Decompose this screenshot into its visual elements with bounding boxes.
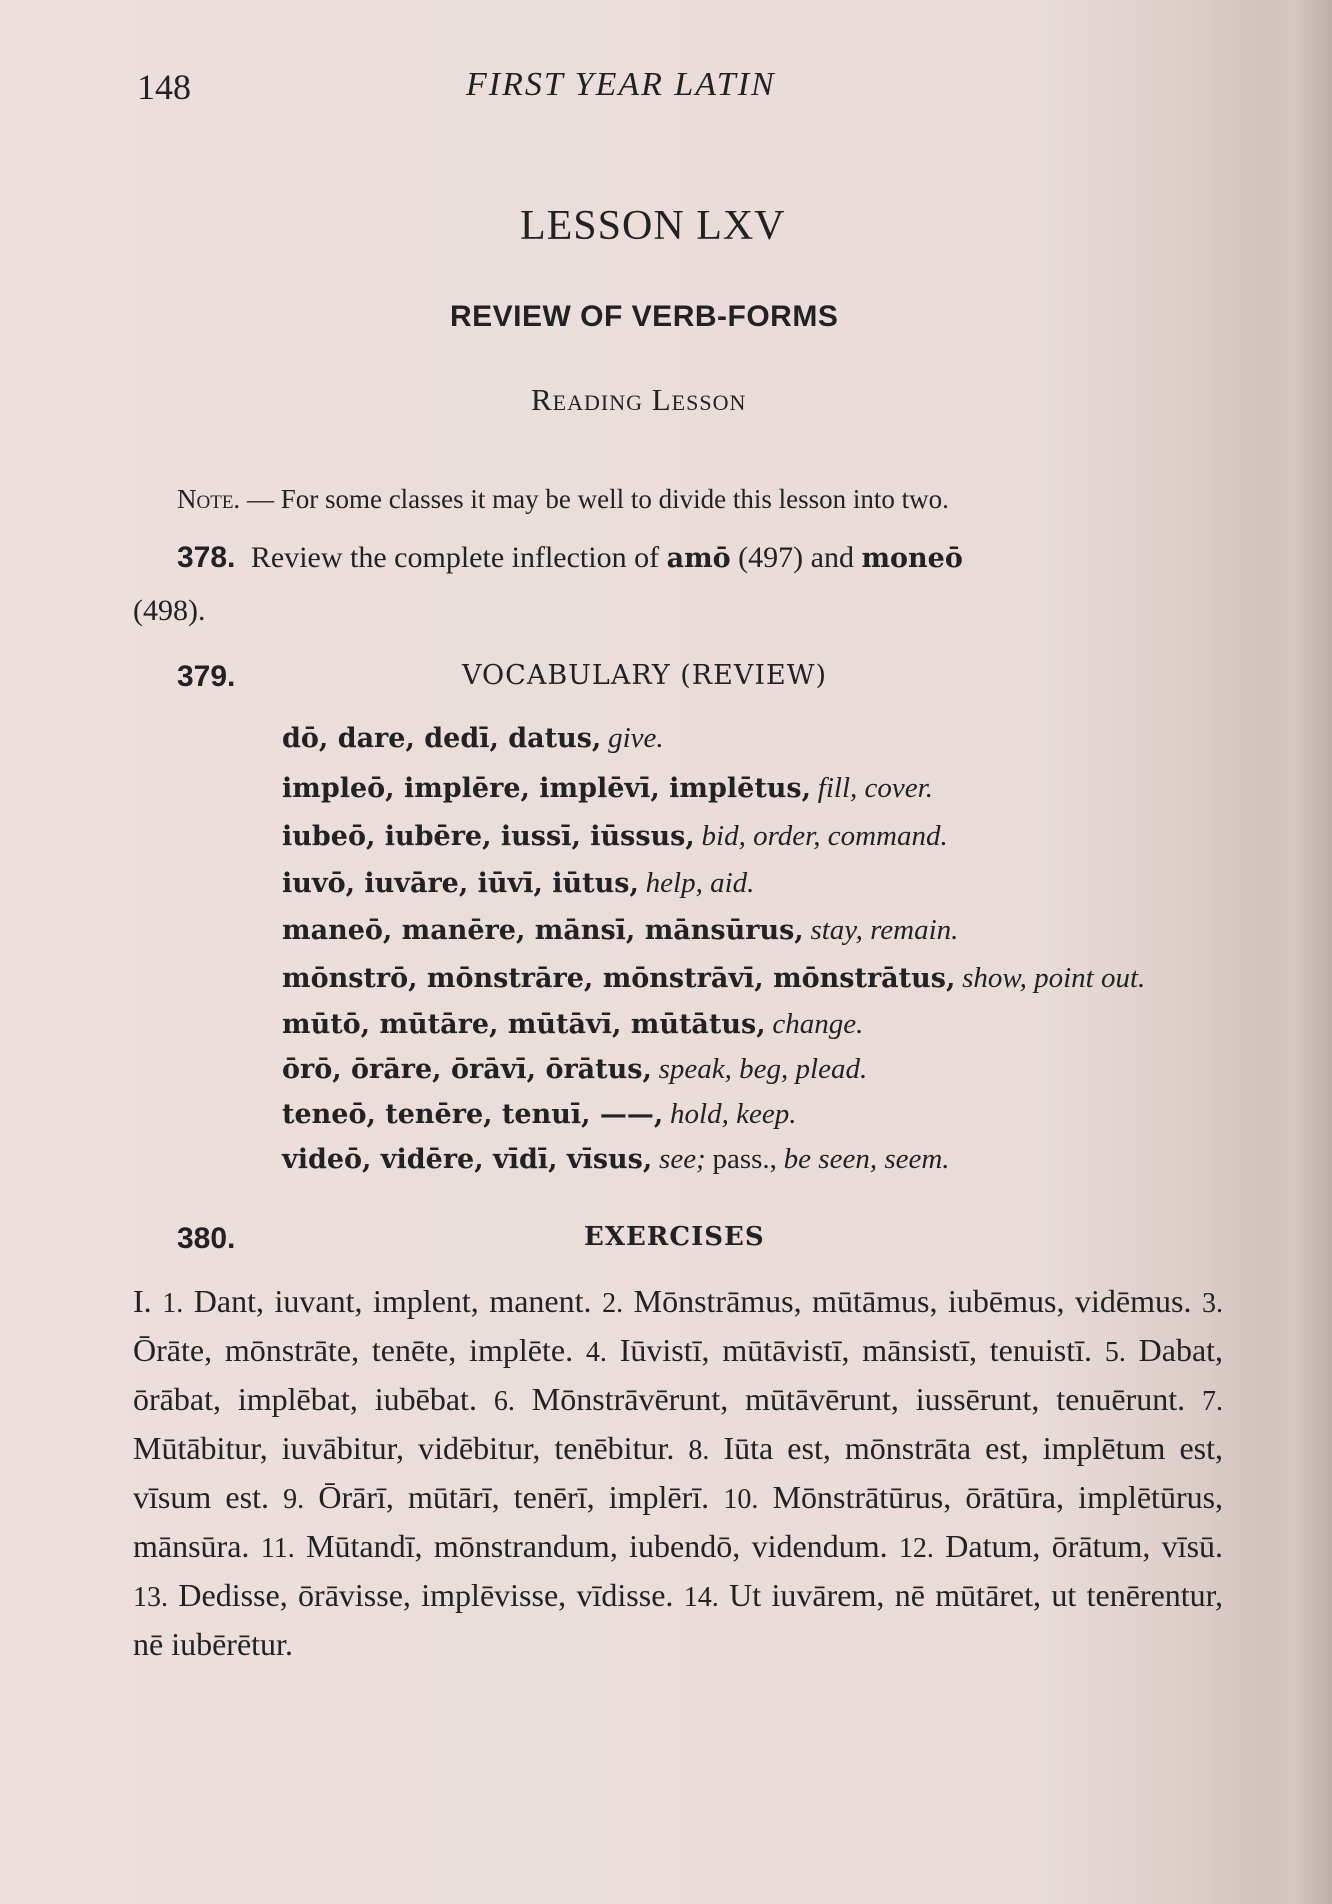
exercise-number: 12. — [898, 1533, 934, 1564]
vocab-latin: maneō, manēre, mānsī, mānsūrus, — [282, 915, 804, 946]
vocab-latin: iuvō, iuvāre, iūvī, iūtus, — [282, 868, 639, 899]
vocab-latin: iubeō, iubēre, iussī, iūssus, — [282, 821, 695, 852]
running-title: FIRST YEAR LATIN — [466, 66, 776, 103]
vocab-english: bid, order, command. — [701, 820, 948, 852]
exercise-number: 2. — [602, 1288, 624, 1319]
exercise-number: 6. — [493, 1386, 515, 1417]
vocab-english: fill, cover. — [817, 772, 933, 804]
vocab-entry — [282, 1098, 796, 1131]
exercise-text: Iūvistī, mūtāvistī, mānsistī, tenuistī. — [619, 1332, 1092, 1368]
vocab-number: 379. — [177, 660, 236, 693]
note-paragraph — [177, 484, 949, 515]
vocab-heading: VOCABULARY (REVIEW) — [462, 660, 827, 691]
exercise-number: 9. — [283, 1484, 305, 1515]
vocab-english: show, point out. — [962, 962, 1146, 994]
exercise-text: Ōrārī, mūtārī, tenērī, implērī. — [318, 1479, 710, 1515]
exercise-text: Dant, iuvant, implent, manent. — [193, 1283, 592, 1319]
exercises-number: 380. — [177, 1222, 236, 1255]
exercise-text: Iūta est, mōnstrāta est, implētum est, vīsum est. — [133, 1430, 1224, 1515]
exercise-text: Mōnstrāmus, mūtāmus, iubēmus, vidēmus. — [633, 1283, 1192, 1319]
section-heading: Reading Lesson — [531, 382, 747, 417]
exercise-number: 1. — [162, 1288, 184, 1319]
exercise-text: Ut iuvārem, nē mūtāret, ut tenērentur, nē iubērētur. — [133, 1577, 1224, 1662]
exercise-text: Mūtandī, mōnstrandum, iubendō, videndum. — [306, 1528, 888, 1564]
vocab-latin: teneō, tenēre, tenuī, ——, — [282, 1099, 664, 1130]
vocab-english: stay, remain. — [810, 914, 959, 946]
exercise-text: Ōrāte, mōnstrāte, tenēte, implēte. — [133, 1332, 574, 1368]
paragraph-378-line2: (498). — [133, 594, 206, 627]
exercise-text: Dabat, ōrābat, implēbat, iubēbat. — [133, 1332, 1224, 1417]
vocab-english: see; — [659, 1143, 706, 1175]
vocab-entry — [282, 820, 948, 853]
vocab-latin: mūtō, mūtāre, mūtāvī, mūtātus, — [282, 1009, 766, 1040]
note-text: — For some classes it may be well to divide this lesson into two. — [246, 484, 949, 514]
paragraph-number: 378. — [177, 541, 236, 574]
vocab-entry — [282, 772, 933, 805]
exercise-part: I. — [133, 1283, 152, 1319]
vocab-english: speak, beg, plead. — [658, 1053, 868, 1085]
exercise-text: Mūtābitur, iuvābitur, vidēbitur, tenēbitur. — [133, 1430, 675, 1466]
vocab-english: give. — [608, 722, 664, 754]
vocab-latin: ōrō, ōrāre, ōrāvī, ōrātus, — [282, 1054, 652, 1085]
exercise-number: 11. — [260, 1533, 295, 1564]
vocab-english: be seen, seem. — [783, 1143, 950, 1175]
exercise-number: 13. — [133, 1582, 168, 1613]
lesson-title: LESSON LXV — [520, 203, 786, 249]
exercise-number: 10. — [723, 1484, 759, 1515]
vocab-entry — [282, 722, 664, 755]
page-number: 148 — [137, 67, 191, 107]
vocab-latin: impleō, implēre, implēvī, implētus, — [282, 773, 812, 804]
vocab-english: hold, keep. — [670, 1098, 797, 1130]
exercise-number: 8. — [688, 1435, 710, 1466]
vocab-english: change. — [772, 1008, 864, 1040]
vocab-entry — [282, 1053, 867, 1086]
vocab-entry — [282, 1143, 950, 1176]
exercise-number: 3. — [1202, 1288, 1224, 1319]
vocab-entry — [282, 914, 958, 947]
vocab-latin: mōnstrō, mōnstrāre, mōnstrāvī, mōnstrātus, — [282, 963, 956, 994]
exercise-text: Datum, ōrātum, vīsū. — [945, 1528, 1224, 1564]
vocab-english: help, aid. — [645, 867, 755, 899]
vocab-latin: videō, vidēre, vīdī, vīsus, — [282, 1144, 653, 1175]
note-label: Note. — [177, 484, 241, 514]
verb-amo: amō — [666, 543, 731, 574]
exercise-text: Mōnstrātūrus, ōrātūra, implētūrus, mānsūra. — [133, 1479, 1224, 1564]
vocab-abbrev: pass., — [712, 1143, 777, 1175]
verb-moneo: moneō — [861, 543, 963, 574]
vocab-entry — [282, 867, 754, 900]
page-edge-shadow — [1262, 0, 1332, 1904]
exercise-text: Mōnstrāvērunt, mūtāvērunt, iussērunt, tenuērunt. — [531, 1381, 1186, 1417]
vocab-entry — [282, 1008, 863, 1041]
exercise-number: 7. — [1202, 1386, 1224, 1417]
paragraph-text: Review the complete inflection of — [250, 541, 660, 574]
exercise-number: 4. — [585, 1337, 607, 1368]
vocab-entry — [282, 962, 1145, 995]
exercise-number: 14. — [683, 1582, 719, 1613]
vocab-latin: dō, dare, dedī, datus, — [282, 723, 602, 754]
paragraph-378-line1 — [177, 541, 963, 575]
exercise-text: Dedisse, ōrāvisse, implēvisse, vīdisse. — [178, 1577, 674, 1613]
exercises-body — [133, 1278, 1223, 1667]
paragraph-text: (497) and — [738, 541, 854, 574]
exercises-heading: EXERCISES — [584, 1222, 765, 1252]
lesson-subtitle: REVIEW OF VERB-FORMS — [450, 300, 839, 333]
exercise-number: 5. — [1104, 1337, 1126, 1368]
